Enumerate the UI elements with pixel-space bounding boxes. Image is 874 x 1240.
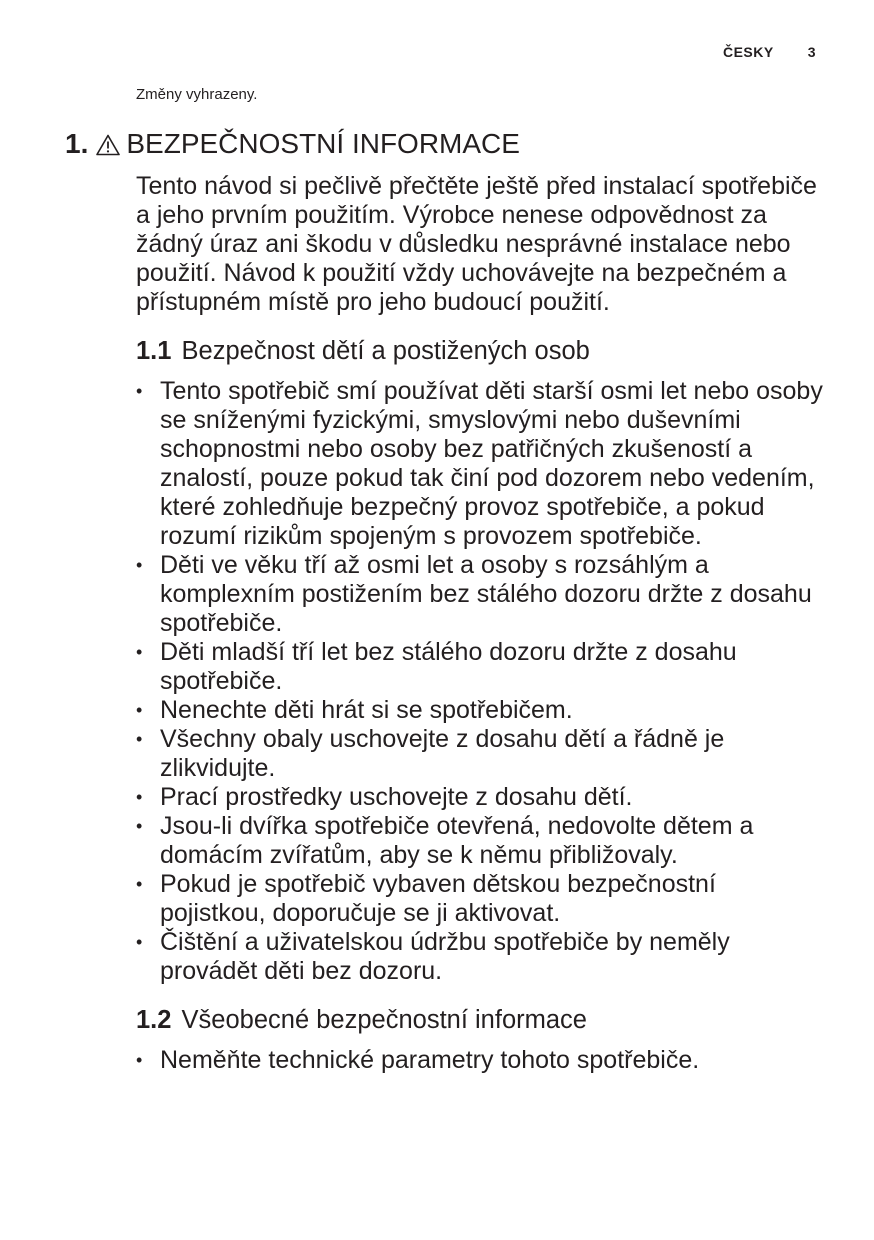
list-item <box>136 725 826 783</box>
subsection-2-title: Všeobecné bezpečnostní informace <box>181 1006 587 1034</box>
bullet-icon: • <box>136 700 143 720</box>
list-item-text: Jsou-li dvířka spotřebiče otevřená, nedovolte dětem a domácím zvířatům, aby se k němu přibližovaly. <box>160 812 754 869</box>
subsection-2-number: 1.2 <box>136 1006 172 1034</box>
list-item <box>136 551 826 638</box>
list-item-text: Čištění a uživatelskou údržbu spotřebiče by neměly provádět děti bez dozoru. <box>160 928 730 985</box>
list-item <box>136 696 826 725</box>
subsection-2-list <box>136 1046 826 1075</box>
list-item <box>136 812 826 870</box>
bullet-icon: • <box>136 816 143 836</box>
list-item-text: Neměňte technické parametry tohoto spotřebiče. <box>160 1046 700 1074</box>
subsection-1-title: Bezpečnost dětí a postižených osob <box>181 337 590 365</box>
list-item-text: Tento spotřebič smí používat děti starší osmi let nebo osoby se sníženými fyzickými, smyslovými nebo duševními schopnostmi nebo osoby bez patřičných zkušeností a znalostí, pouze pokud tak činí pod dozorem nebo vedením, které zohledňuje bezpečný provoz spotřebiče, a pokud rozumí rizikům spojeným s provozem spotřebiče. <box>160 377 823 550</box>
page-number: 3 <box>807 44 816 60</box>
bullet-icon: • <box>136 381 143 401</box>
list-item-text: Pokud je spotřebič vybaven dětskou bezpečnostní pojistkou, doporučuje se ji aktivovat. <box>160 870 716 927</box>
bullet-icon: • <box>136 874 143 894</box>
intro-paragraph: Tento návod si pečlivě přečtěte ještě před instalací spotřebiče a jeho prvním použitím. Výrobce nenese odpovědnost za žádný úraz ani škodu v důsledku nesprávné instalace nebo použití. Návod k použití vždy uchovávejte na bezpečném a přístupném místě pro jeho budoucí použití. <box>136 172 817 316</box>
list-item <box>136 377 826 551</box>
list-item <box>136 928 826 986</box>
list-item <box>136 783 826 812</box>
page-header <box>723 44 816 60</box>
subsection-1-number: 1.1 <box>136 337 172 365</box>
section-heading: BEZPEČNOSTNÍ INFORMACE <box>126 128 520 159</box>
list-item <box>136 1046 826 1075</box>
list-item-text: Děti ve věku tří až osmi let a osoby s rozsáhlým a komplexním postižením bez stálého dozoru držte z dosahu spotřebiče. <box>160 551 812 637</box>
list-item-text: Všechny obaly uschovejte z dosahu dětí a řádně je zlikvidujte. <box>160 725 725 782</box>
list-item <box>136 870 826 928</box>
header-language: ČESKY <box>722 44 774 60</box>
warning-triangle-icon <box>96 134 120 156</box>
bullet-icon: • <box>136 729 143 749</box>
bullet-icon: • <box>136 1050 143 1070</box>
changes-reserved-note: Změny vyhrazeny. <box>136 86 258 103</box>
bullet-icon: • <box>136 932 143 952</box>
list-item-text: Děti mladší tří let bez stálého dozoru držte z dosahu spotřebiče. <box>160 638 737 695</box>
main-content <box>136 172 826 1093</box>
section-number: 1. <box>65 128 89 159</box>
bullet-icon: • <box>136 787 143 807</box>
subsection-2-heading <box>136 1004 826 1036</box>
bullet-icon: • <box>136 642 143 662</box>
list-item-text: Prací prostředky uschovejte z dosahu dětí. <box>160 783 633 811</box>
list-item <box>136 638 826 696</box>
list-item-text: Nenechte děti hrát si se spotřebičem. <box>160 696 573 724</box>
bullet-icon: • <box>136 555 143 575</box>
subsection-1-list <box>136 377 826 986</box>
subsection-1-heading <box>136 335 826 367</box>
section-title <box>65 128 520 160</box>
